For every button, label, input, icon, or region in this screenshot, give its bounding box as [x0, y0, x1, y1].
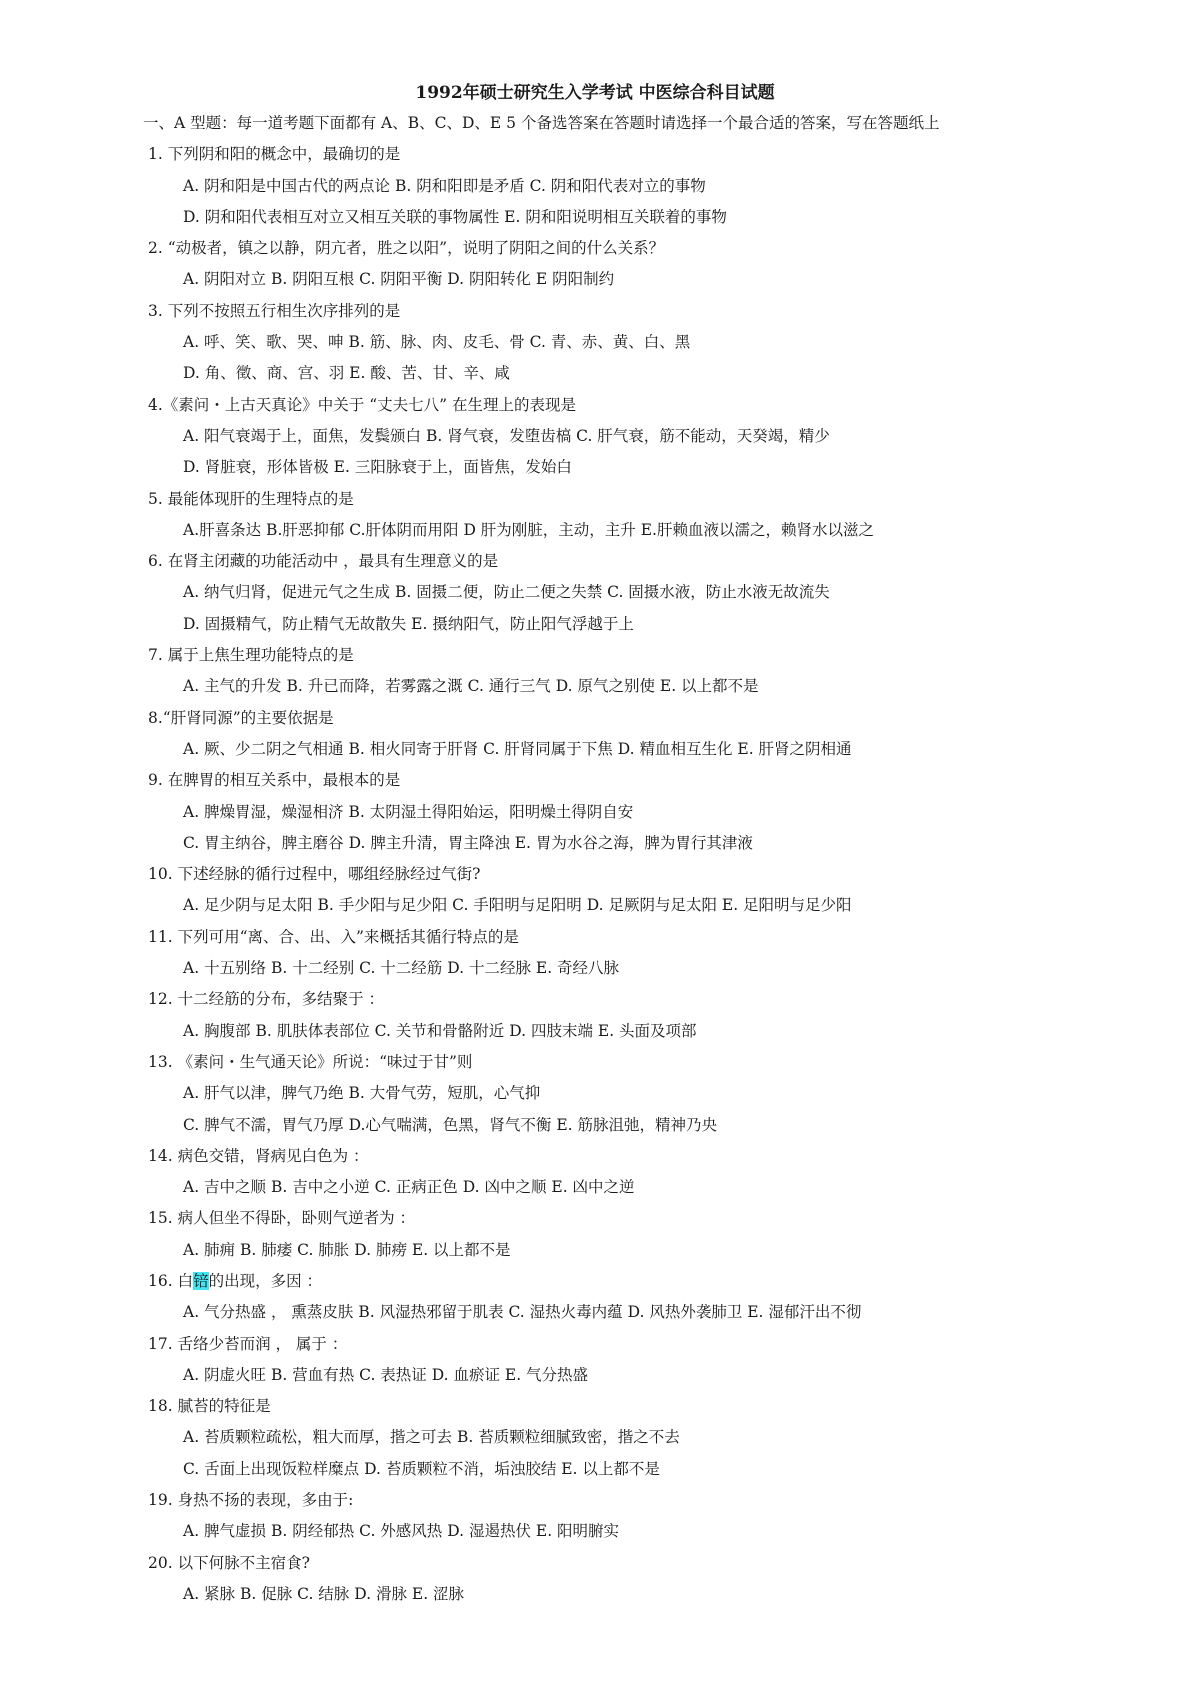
- question-stem: 14. 病色交错，肾病见白色为 ：: [148, 1146, 369, 1165]
- question-stem: 20. 以下何脉不主宿食?: [148, 1553, 310, 1572]
- stem-text: 16. 白: [148, 1271, 194, 1290]
- question-options: A. 肝气以津，脾气乃绝 B. 大骨气劳，短肌，心气抑: [183, 1084, 541, 1103]
- question-options: C. 胃主纳谷，脾主磨谷 D. 脾主升清，胃主降浊 E. 胃为水谷之海，脾为胃行其津液: [183, 833, 753, 852]
- question-options: A. 阴阳对立 B. 阴阳互根 C. 阴阳平衡 D. 阴阳转化 E 阴阳制约: [183, 270, 615, 289]
- question-stem: 10. 下述经脉的循行过程中，哪组经脉经过气街?: [148, 865, 481, 884]
- exam-title: 1992年硕士研究生入学考试 中医综合科目试题: [415, 83, 775, 103]
- question-stem: [0, 1266, 1190, 1297]
- question-options: A. 胸腹部 B. 肌肤体表部位 C. 关节和骨骼附近 D. 四肢末端 E. 头面及项部: [183, 1021, 697, 1040]
- question-list: [0, 108, 1190, 1610]
- question-stem: 8.“肝肾同源”的主要依据是: [148, 708, 334, 727]
- question-stem: 18. 腻苔的特征是: [148, 1397, 271, 1416]
- question-options: A. 阴虚火旺 B. 营血有热 C. 表热证 D. 血瘀证 E. 气分热盛: [183, 1365, 589, 1384]
- question-stem: 12. 十二经筋的分布，多结聚于 ：: [148, 990, 385, 1009]
- question-stem: 19. 身热不扬的表现，多由于:: [148, 1491, 354, 1510]
- question-options: A. 气分热盛 ， 熏蒸皮肤 B. 风湿热邪留于肌表 C. 湿热火毒内蕴 D. 风热外袭肺卫 E. 湿郁汗出不彻: [183, 1303, 862, 1322]
- question-options: A. 厥、少二阴之气相通 B. 相火同寄于肝肾 C. 肝肾同属于下焦 D. 精血相互生化 E. 肝肾之阴相通: [183, 739, 852, 758]
- question-options: A. 紧脉 B. 促脉 C. 结脉 D. 滑脉 E. 涩脉: [183, 1584, 465, 1603]
- question-options: D. 阴和阳代表相互对立又相互关联的事物属性 E. 阴和阳说明相互关联着的事物: [183, 207, 727, 226]
- highlighted-character: 锫: [193, 1271, 209, 1290]
- question-options: A. 苔质颗粒疏松，粗大而厚，揩之可去 B. 苔质颗粒细腻致密，揩之不去: [183, 1428, 680, 1447]
- question-options: A. 脾气虚损 B. 阴经郁热 C. 外感风热 D. 湿遏热伏 E. 阳明腑实: [183, 1522, 620, 1541]
- stem-text: 的出现，多因 ：: [208, 1271, 323, 1290]
- question-stem: 4.《素问・上古天真论》中关于 “丈夫七八” 在生理上的表现是: [148, 395, 576, 414]
- question-options: A.肝喜条达 B.肝恶抑郁 C.肝体阴而用阳 D 肝为刚脏，主动，主升 E.肝赖血液以濡之，赖肾水以滋之: [183, 520, 874, 539]
- question-stem: 11. 下列可用“离、合、出、入”来概括其循行特点的是: [148, 927, 519, 946]
- question-options: A. 十五别络 B. 十二经别 C. 十二经筋 D. 十二经脉 E. 奇经八脉: [183, 959, 620, 978]
- question-options: A. 阴和阳是中国古代的两点论 B. 阴和阳即是矛盾 C. 阴和阳代表对立的事物: [183, 176, 706, 195]
- question-stem: 2. “动极者，镇之以静，阴亢者，胜之以阳”，说明了阴阳之间的什么关系？: [148, 239, 665, 258]
- section-instruction: 一、A 型题：每一道考题下面都有 A、B、C、D、E 5 个备选答案在答题时请选择一个最合适的答案，写在答题纸上: [143, 114, 940, 132]
- question-options: D. 固摄精气，防止精气无故散失 E. 摄纳阳气，防止阳气浮越于上: [183, 614, 634, 633]
- question-stem: 15. 病人但坐不得卧，卧则气逆者为 ：: [148, 1209, 416, 1228]
- question-stem: 5. 最能体现肝的生理特点的是: [148, 489, 354, 508]
- question-stem: 3. 下列不按照五行相生次序排列的是: [148, 301, 401, 320]
- question-stem: 7. 属于上焦生理功能特点的是: [148, 646, 354, 665]
- question-options: D. 角、徵、商、宫、羽 E. 酸、苦、甘、辛、咸: [183, 364, 510, 383]
- question-options: C. 脾气不濡，胃气乃厚 D.心气喘满，色黑，肾气不衡 E. 筋脉沮弛，精神乃央: [183, 1115, 717, 1134]
- question-stem: 9. 在脾胃的相互关系中，最根本的是: [148, 771, 401, 790]
- question-stem: 13. 《素问・生气通天论》所说：“味过于甘”则: [148, 1052, 473, 1071]
- question-options: A. 阳气衰竭于上，面焦，发鬓颁白 B. 肾气衰，发堕齿槁 C. 肝气衰，筋不能动，天癸竭，精少: [183, 426, 830, 445]
- question-options: A. 肺痈 B. 肺痿 C. 肺胀 D. 肺痨 E. 以上都不是: [183, 1240, 511, 1259]
- question-options: A. 吉中之顺 B. 吉中之小逆 C. 正病正色 D. 凶中之顺 E. 凶中之逆: [183, 1178, 635, 1197]
- question-stem: 6. 在肾主闭藏的功能活动中 ，最具有生理意义的是: [148, 552, 499, 571]
- question-options: A. 脾燥胃湿，燥湿相济 B. 太阴湿土得阳始运，阳明燥土得阴自安: [183, 802, 634, 821]
- question-options: A. 主气的升发 B. 升已而降，若雾露之溉 C. 通行三气 D. 原气之别使 E. 以上都不是: [183, 677, 759, 696]
- question-stem: 1. 下列阴和阳的概念中，最确切的是: [148, 145, 401, 164]
- question-options: A. 呼、笑、歌、哭、呻 B. 筋、脉、肉、皮毛、骨 C. 青、赤、黄、白、黑: [183, 333, 691, 352]
- question-stem: 17. 舌络少苔而润 ， 属于 ：: [148, 1334, 348, 1353]
- question-options: A. 纳气归肾，促进元气之生成 B. 固摄二便，防止二便之失禁 C. 固摄水液，防止水液无故流失: [183, 583, 830, 602]
- question-options: C. 舌面上出现饭粒样糜点 D. 苔质颗粒不消，垢浊胶结 E. 以上都不是: [183, 1459, 660, 1478]
- question-options: A. 足少阴与足太阳 B. 手少阳与足少阳 C. 手阳明与足阳明 D. 足厥阴与足太阳 E. 足阳明与足少阳: [183, 896, 852, 915]
- question-options: D. 肾脏衰，形体皆极 E. 三阳脉衰于上，面皆焦，发始白: [183, 458, 572, 477]
